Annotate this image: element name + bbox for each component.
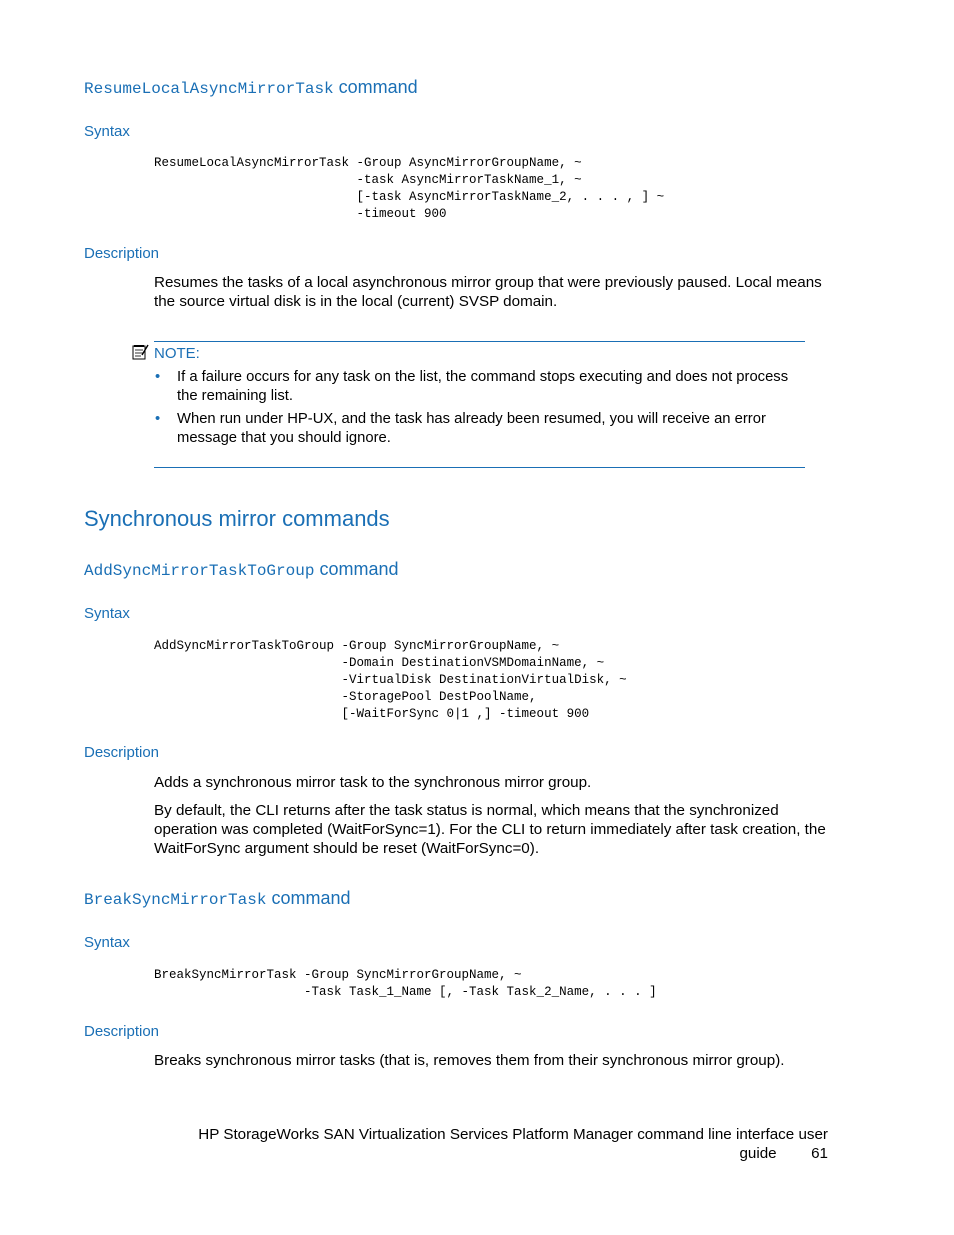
note-item: • When run under HP-UX, and the task has already been resumed, you will receive an error message that you should ignore. xyxy=(155,411,766,446)
note-label: NOTE: xyxy=(154,345,200,362)
bullet-icon: • xyxy=(155,369,161,385)
note-bottom-rule xyxy=(154,467,805,468)
add-syntax-label: Syntax xyxy=(84,605,130,622)
add-description-1: Adds a synchronous mirror task to the synchronous mirror group. xyxy=(154,774,592,791)
add-description-label: Description xyxy=(84,744,160,761)
break-command-heading xyxy=(84,888,350,909)
bullet-icon: • xyxy=(155,411,161,427)
page-footer xyxy=(128,1125,828,1163)
break-command-word: command xyxy=(271,888,351,908)
resume-command-heading xyxy=(84,77,418,98)
add-description-2: By default, the CLI returns after the task status is normal, which means that the synchronized operation was completed (WaitForSync=1). For the CLI to return immediately after task creation, the WaitForSync argument should be reset (WaitForSync=0). xyxy=(154,802,826,857)
resume-command-name: ResumeLocalAsyncMirrorTask xyxy=(84,80,334,98)
break-syntax-label: Syntax xyxy=(84,934,130,951)
add-syntax-code: AddSyncMirrorTaskToGroup -Group SyncMirrorGroupName, ~ -Domain DestinationVSMDomainName, ~ -VirtualDisk DestinationVirtualDisk, ~ -StoragePool DestPoolName, [-WaitForSync 0|1 ,] -timeout 900 xyxy=(154,639,627,721)
add-command-word: command xyxy=(319,559,399,579)
break-syntax-code: BreakSyncMirrorTask -Group SyncMirrorGroupName, ~ -Task Task_1_Name [, -Task Task_2_Name, . . . ] xyxy=(154,968,657,999)
resume-syntax-label: Syntax xyxy=(84,123,130,140)
resume-description-label: Description xyxy=(84,245,160,262)
note-item: • If a failure occurs for any task on the list, the command stops executing and does not process the remaining list. xyxy=(155,369,789,404)
add-command-heading xyxy=(84,559,398,580)
resume-syntax-code: ResumeLocalAsyncMirrorTask -Group AsyncMirrorGroupName, ~ -task AsyncMirrorTaskName_1, ~ [-task AsyncMirrorTaskName_2, . . . , ] ~ -timeout 900 xyxy=(154,156,665,221)
note-list xyxy=(154,368,804,452)
page-number: 61 xyxy=(811,1145,828,1162)
break-command-name: BreakSyncMirrorTask xyxy=(84,891,267,909)
break-description-label: Description xyxy=(84,1023,160,1040)
note-top-rule xyxy=(154,341,805,342)
resume-command-word: command xyxy=(338,77,418,97)
footer-line-2 xyxy=(128,1144,828,1163)
resume-description: Resumes the tasks of a local asynchronous mirror group that were previously paused. Local means the source virtual disk is in the local (current) SVSP domain. xyxy=(154,274,822,310)
note-pad-icon xyxy=(131,343,149,361)
break-description: Breaks synchronous mirror tasks (that is, removes them from their synchronous mirror group). xyxy=(154,1052,785,1069)
footer-title-end: guide xyxy=(739,1145,777,1162)
footer-title: HP StorageWorks SAN Virtualization Services Platform Manager command line interface user xyxy=(198,1126,828,1143)
add-command-name: AddSyncMirrorTaskToGroup xyxy=(84,562,315,580)
section-heading: Synchronous mirror commands xyxy=(84,506,390,531)
